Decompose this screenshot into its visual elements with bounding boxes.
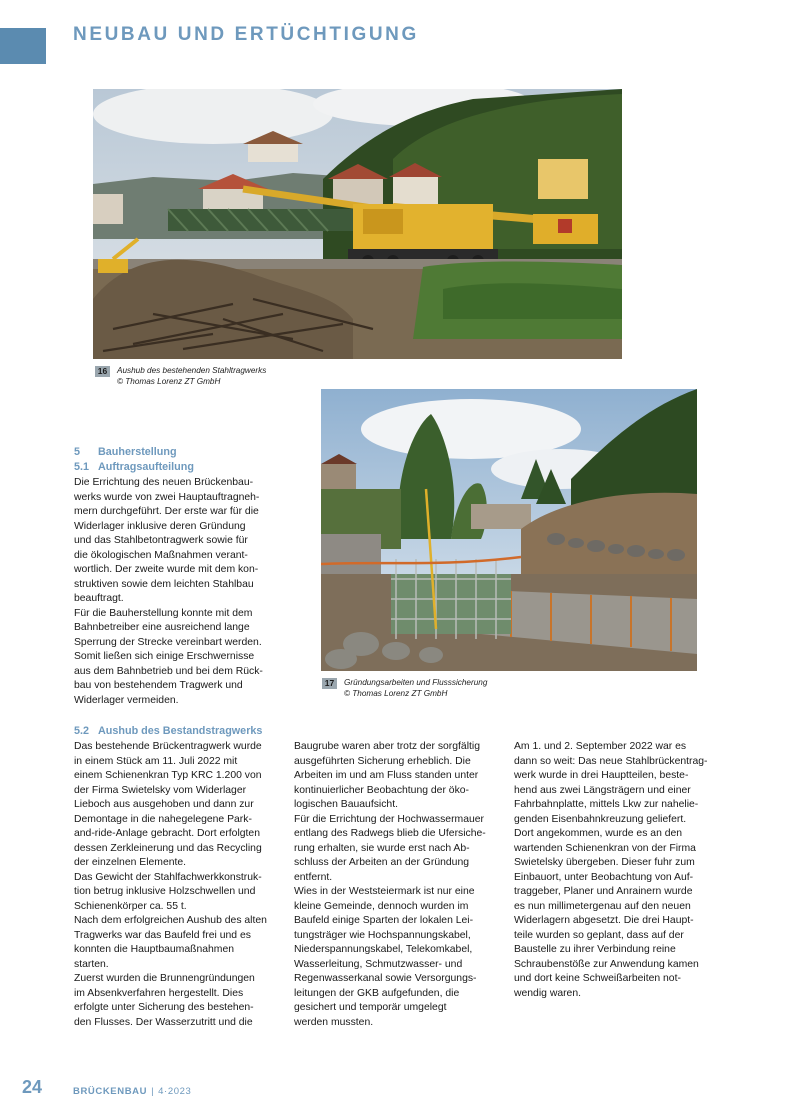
figure-17-caption-text: Gründungsarbeiten und Flusssicherung © Thomas Lorenz ZT GmbH [344, 678, 488, 698]
figure-17-number: 17 [322, 678, 337, 689]
figure-16-caption [95, 365, 355, 387]
magazine-name: BRÜCKENBAU [73, 1086, 148, 1097]
text-section-5-1: Die Errichtung des neuen Brückenbau- werks wurde von zwei Hauptauftragneh- mern durchgeführt. Der erste war für die Widerlager inklusive deren Gründung und das Stahlbetontragwerk sowie für die ökologischen Maßnahmen verant- wortlich. Der zweite wurde mit dem kon- struktiven sowie dem leichten Stahlbau beauftragt. Für die Bauherstellung konnte mit dem Bahnbetreiber eine ausreichend lange Sperrung der Strecke vereinbart werden. Somit ließen sich einige Erschwernisse aus dem Bahnbetrieb und bei dem Rück- bau von bestehendem Tragwerk und Widerlager vermeiden. [74, 477, 263, 706]
figure-17-photo [321, 389, 697, 671]
heading-section-5: 5 Bauherstellung [74, 446, 177, 458]
section-title: NEUBAU UND ERTÜCHTIGUNG [73, 24, 419, 45]
figure-16-caption-text: Aushub des bestehenden Stahltragwerks © Thomas Lorenz ZT GmbH [117, 366, 267, 386]
magazine-issue: 4·2023 [158, 1086, 192, 1097]
page-number: 24 [22, 1077, 43, 1097]
header-accent-bar [0, 28, 46, 64]
text-column-2: Baugrube waren aber trotz der sorgfältig ausgeführten Sicherung erheblich. Die Arbeiten im und am Fluss standen unter kontinuierlicher Beobachtung der öko- logischen Bauaufsicht. Für die Errichtung der Hochwassermauer entlang des Radwegs blieb die Ufersiche- rung erhalten, sie wurde erst nach Ab- schluss der Arbeiten an der Gründung entfernt. Wies in der Weststeiermark ist nur eine kleine Gemeinde, dennoch wurden im Baufeld einige Sparten der lokalen Lei- tungsträger wie Hochspannungskabel, Niederspannungskabel, Telekomkabel, Wasserleitung, Schmutzwasser- und Regenwasserkanal sowie Versorgungs- leitungen der GKB aufgefunden, die gesichert und temporär umgelegt werden mussten. [294, 741, 486, 1028]
magazine-footer: BRÜCKENBAU | 4·2023 [73, 1086, 192, 1097]
figure-17-caption [322, 677, 582, 699]
figure-16-number: 16 [95, 366, 110, 377]
heading-section-5-2: 5.2 Aushub des Bestandstragwerks [74, 725, 263, 737]
text-column-1: Das bestehende Brückentragwerk wurde in einem Stück am 11. Juli 2022 mit einem Schienenkran Typ KRC 1.200 von der Firma Swietelsky vom Widerlager Lieboch aus ausgehoben und dann zur Demontage in die nahegelegene Park- and-ride-Anlage gebracht. Dort erfolgten dessen Zerkleinerung und das Recycling der einzelnen Elemente. Das Gewicht der Stahlfachwerkkonstruk- tion betrug inklusive Holzschwellen und Schienenkörper ca. 55 t. Nach dem erfolgreichen Aushub des alten Tragwerks war das Baufeld frei und es konnten die Hauptbaumaßnahmen starten. Zuerst wurden die Brunnengründungen im Absenkverfahren hergestellt. Dies erfolgte unter Sicherung des bestehen- den Flusses. Der Wasserzutritt und die [74, 741, 267, 1028]
text-column-3: Am 1. und 2. September 2022 war es dann so weit: Das neue Stahlbrückentrag- werk wurde in drei Hauptteilen, beste- hend aus zwei Längsträgern und einer Fahrbahnplatte, mittels Lkw zur nahelie- genden Eisenbahnkreuzung geliefert. Dort angekommen, wurde es an den wartenden Schienenkran von der Firma Swietelsky übergeben. Dieser fuhr zum Einbauort, unter Beobachtung von Auf- traggeber, Planer und Anrainern wurde es nun millimetergenau auf den neuen Widerlagern abgesetzt. Die drei Haupt- teile wurden so geplant, dass auf der Baustelle zu ihrer Verbindung reine Schraubenstöße zur Anwendung kamen und dort keine Schweißarbeiten not- wendig waren. [514, 741, 708, 999]
heading-section-5-1: 5.1 Auftragsaufteilung [74, 461, 194, 473]
figure-16-photo [93, 89, 622, 359]
